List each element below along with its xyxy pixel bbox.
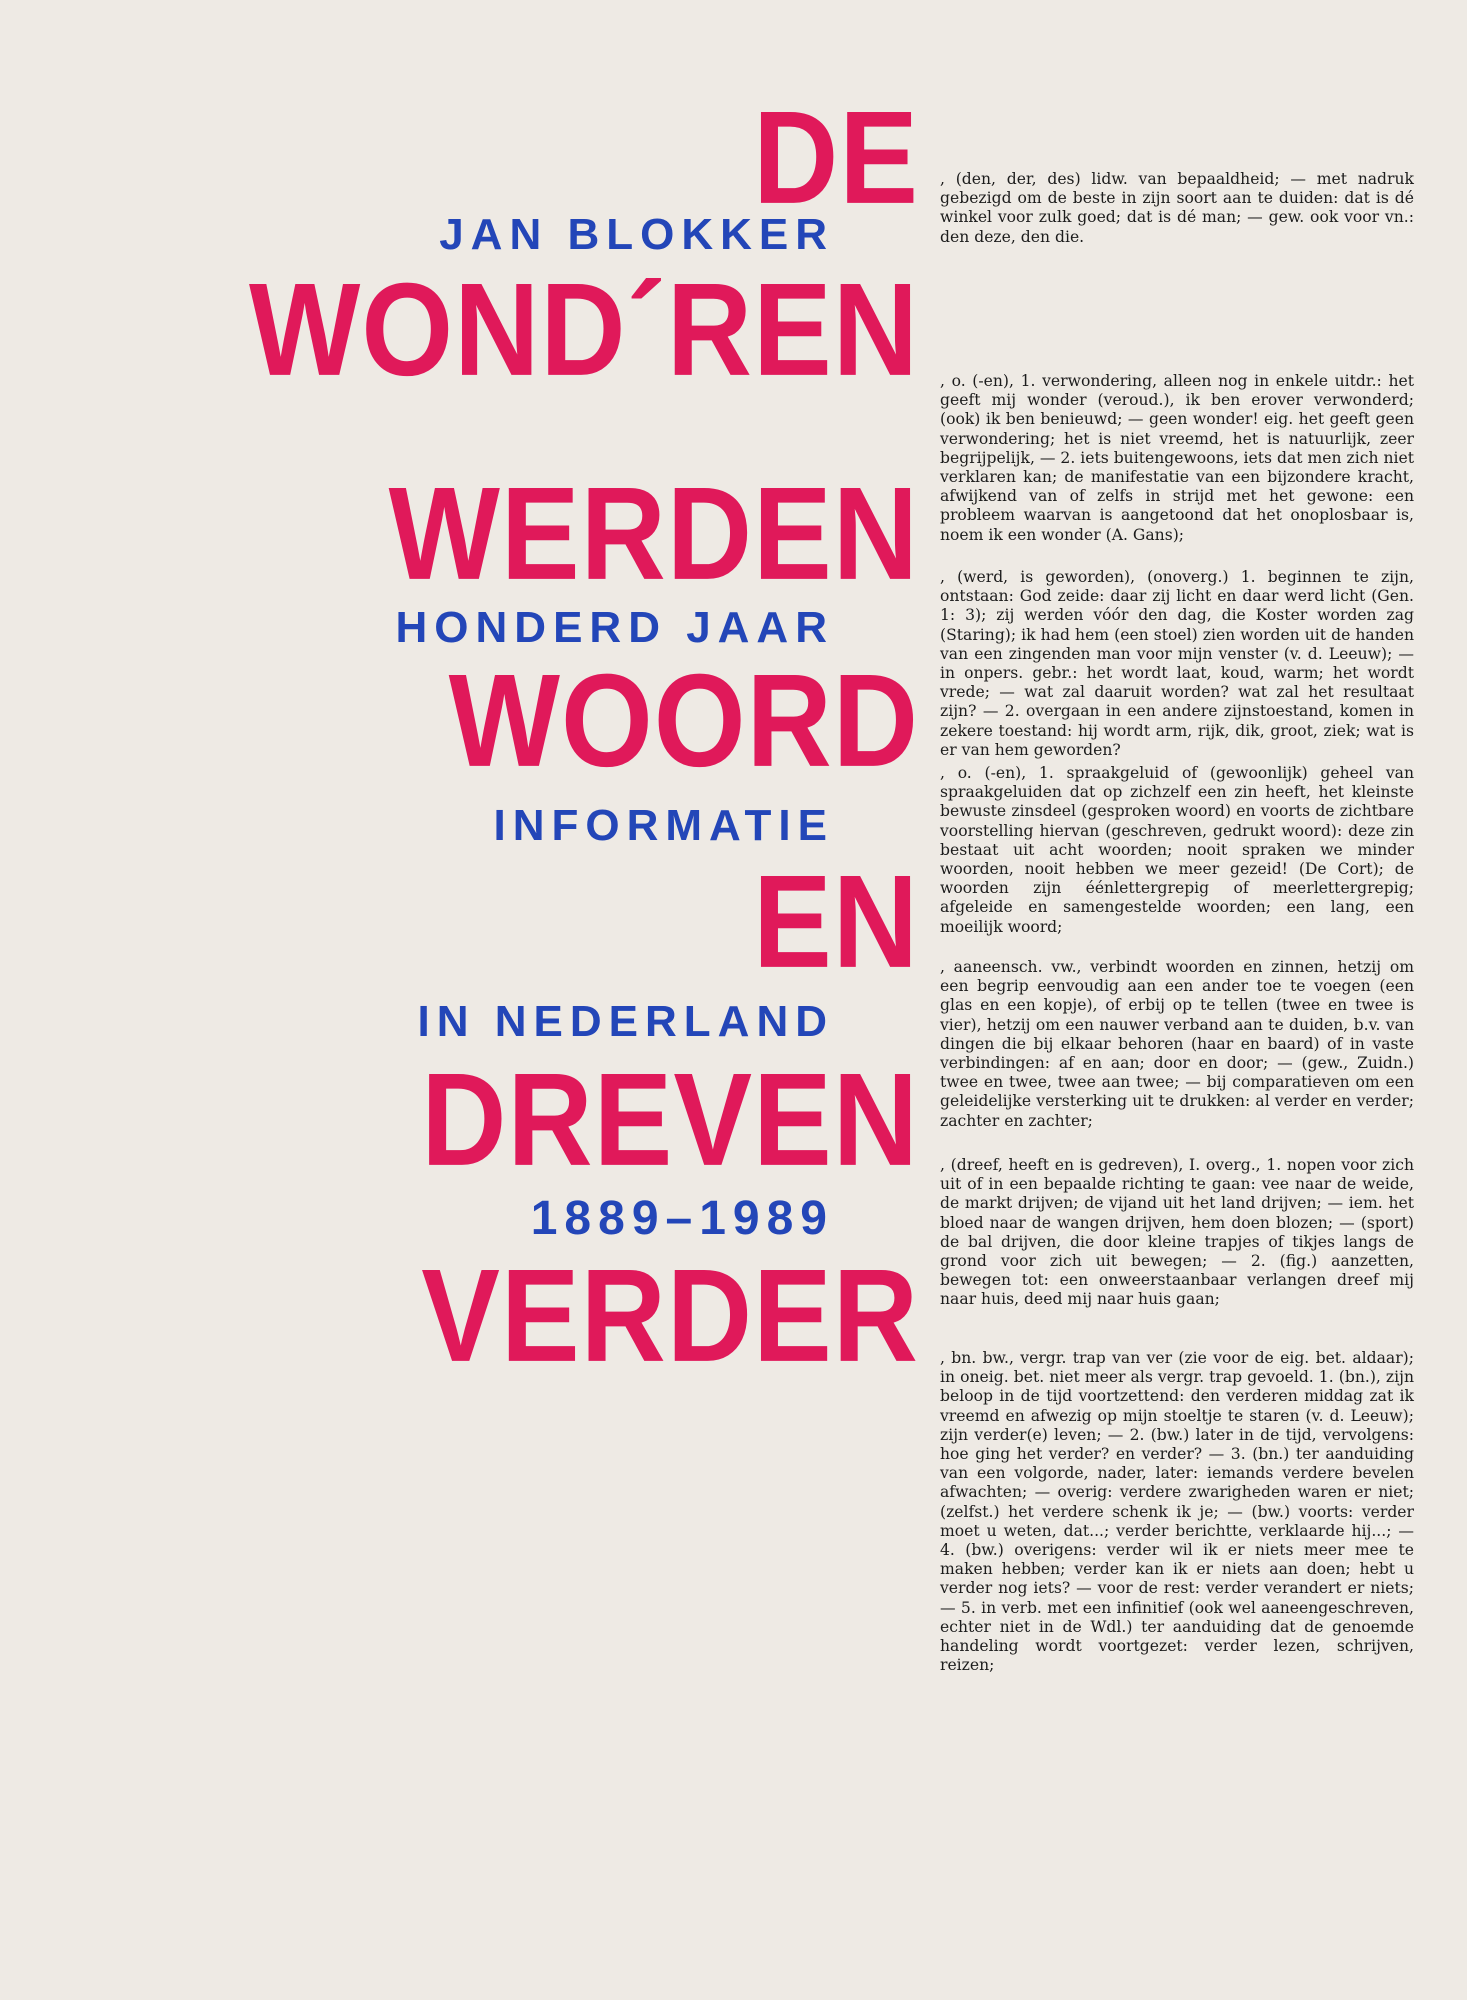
title-line-de: DE (753, 84, 919, 232)
definition-drijven (864, 1156, 1414, 1310)
title-line-en: EN (753, 848, 919, 996)
definition-woord (864, 764, 1414, 937)
definition-worden (864, 568, 1414, 760)
title-line-woord: WOORD (448, 647, 919, 795)
subtitle-line-3: IN NEDERLAND (417, 997, 834, 1046)
definition-text: , aaneensch. vw., verbindt woorden en zinnen, hetzij om een begrip eenvoudig aan een ander toe te voegen (een glas en een kopje), of erbij op te tellen (twee en twee is vier), hetzij om een nauwer verband aan te duiden, b.v. van dingen die bij elkaar behoren (haar en baard) of in vaste verbindingen: af en aan; door en door; — (gew., Zuidn.) twee en twee, twee aan twee; — bij comparatieven om een geleidelijke versterking uit te drukken: al verder en verder; zachter en zachter; (940, 958, 1414, 1130)
definition-de (864, 170, 1414, 247)
definition-en (864, 958, 1414, 1131)
subtitle-years: 1889–1989 (530, 1192, 834, 1245)
title-line-verder: VERDER (421, 1242, 919, 1390)
definition-text: , o. (-en), 1. verwondering, alleen nog in enkele uitdr.: het geeft mij wonder (veroud.), ik ben erover verwonderd; (ook) ik ben benieuwd; — geen wonder! eig. het geeft geen verwondering; het is niet vreemd, het is natuurlijk, zeer begrijpelijk, — 2. iets buitengewoons, iets dat men zich niet verklaren kan; de manifestatie van een bijzondere kracht, afwijkend van of zelfs in strijd met het gewone: een probleem waarvan is aangetoond dat het onoplosbaar is, noem ik een wonder (A. Gans); (940, 372, 1414, 544)
definition-text: , (den, der, des) lidw. van bepaaldheid; — met nadruk gebezigd om de beste in zijn soort aan te duiden: dat is dé winkel voor zulk goed; dat is dé man; — gew. ook voor vn.: den deze, den die. (940, 170, 1414, 246)
definition-text: , o. (-en), 1. spraakgeluid of (gewoonlijk) geheel van spraakgeluiden dat op zichzelf een zin heeft, het kleinste bewuste zinsdeel (gesproken woord) en voorts de zichtbare voorstelling hiervan (geschreven, gedrukt woord): deze zin bestaat uit acht woorden; nooit spraken we minder woorden, nooit hebben we meer gezeid! (De Cort); de woorden zijn éénlettergrepig of meerlettergrepig; afgeleide en samengestelde woorden; een lang, een moeilijk woord; (940, 764, 1414, 936)
subtitle-line-1: HONDERD JAAR (395, 603, 834, 652)
definition-wonder (864, 372, 1414, 545)
title-line-werden: WERDEN (388, 460, 919, 608)
title-line-wondren: WOND´REN (248, 256, 919, 404)
subtitle-line-2: INFORMATIE (493, 801, 834, 850)
author-name: JAN BLOKKER (439, 210, 834, 259)
definition-text: , (dreef, heeft en is gedreven), I. overg., 1. nopen voor zich uit of in een bepaalde richting te gaan: vee naar de weide, de markt drijven; de vijand uit het land drijven; — iem. het bloed naar de wangen drijven, hem doen blozen; — (sport) de bal drijven, die door kleine trapjes of tikjes langs de grond voor zich uit bewegen; — 2. (fig.) aanzetten, bewegen tot: een onweerstaanbaar verlangen dreef mij naar huis, deed mij naar huis gaan; (940, 1156, 1414, 1309)
definition-verder (864, 1349, 1414, 1675)
title-line-dreven: DREVEN (421, 1046, 919, 1194)
definition-text: , bn. bw., vergr. trap van ver (zie voor de eig. bet. aldaar); in oneig. bet. niet meer als vergr. trap gevoeld. 1. (bn.), zijn beloop in de tijd voortzettend: den verderen middag zat ik vreemd en afwezig op mijn stoeltje te staren (v. d. Leeuw); zijn verder(e) leven; — 2. (bw.) later in de tijd, vervolgens: hoe ging het verder? en verder? — 3. (bn.) ter aanduiding van een volgorde, nader, later: iemands verdere bevelen afwachten; — overig: verdere zwarigheden waren er niet; (zelfst.) het verdere schenk ik je; — (bw.) voorts: verder moet u weten, dat...; verder berichtte, verklaarde hij...; — 4. (bw.) overigens: verder wil ik er niets meer mee te maken hebben; verder kan ik er niets aan doen; hebt u verder nog iets? — voor de rest: verder verandert er niets; — 5. in verb. met een infinitief (ook wel aaneengeschreven, echter niet in de Wdl.) ter aanduiding dat de genoemde handeling wordt voortgezet: verder lezen, schrijven, reizen; (940, 1349, 1414, 1675)
definition-text: , (werd, is geworden), (onoverg.) 1. beginnen te zijn, ontstaan: God zeide: daar zij licht en daar werd licht (Gen. 1: 3); zij werden vóór den dag, die Koster worden zag (Staring); ik had hem (een stoel) zien worden uit de handen van een zingenden man voor mijn venster (v. d. Leeuw); — in onpers. gebr.: het wordt laat, koud, warm; het wordt vrede; — wat zal daaruit worden? wat zal het resultaat zijn? — 2. overgaan in een andere zijnstoestand, komen in zekere toestand: hij wordt arm, rijk, dik, groot, ziek; wat is er van hem geworden? (940, 568, 1414, 759)
